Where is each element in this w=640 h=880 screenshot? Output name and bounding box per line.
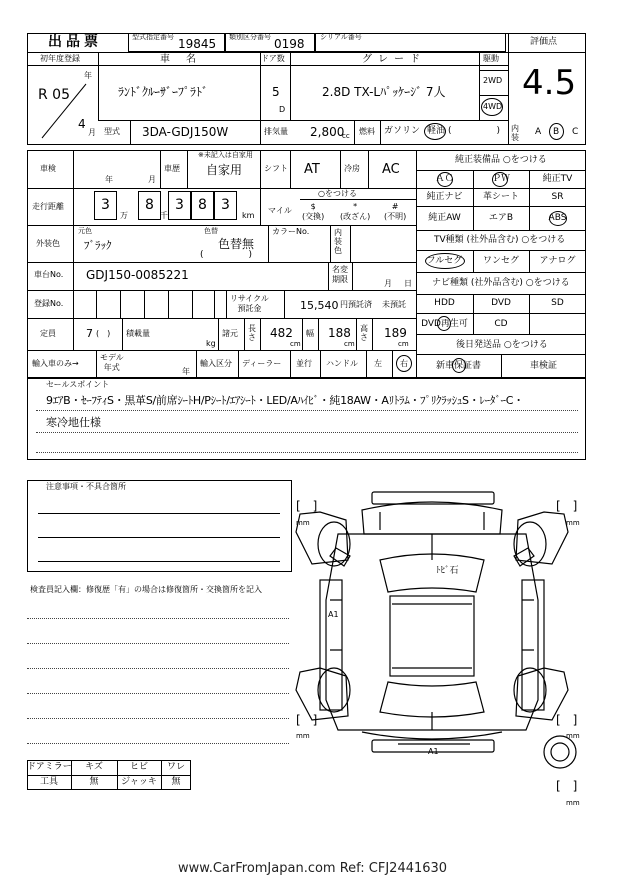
navi-hdd: HDD — [434, 298, 455, 308]
interior-b: B — [553, 127, 560, 137]
dim-label: 諸元 — [222, 329, 238, 338]
model-year-unit: 年 — [182, 367, 190, 376]
legend-mirror: ドアミラー — [27, 762, 72, 772]
usage-label: 車歴 — [164, 164, 180, 173]
post-warranty: 新車保証書 — [435, 361, 481, 371]
legend-jack: ジャッキ — [121, 777, 157, 787]
tire-fl-mm: mm — [296, 519, 310, 527]
nc-month: 月 — [384, 279, 392, 288]
navi-dvd: DVD — [491, 298, 511, 308]
legend-crack: ヒビ — [129, 762, 148, 772]
sales-label: セールスポイント — [46, 380, 110, 389]
chassis-label: 車台No. — [34, 270, 64, 279]
mileage-digit-4: 8 — [198, 197, 207, 213]
tire-rl-mm: mm — [296, 732, 310, 740]
recycle-value: 15,540 — [300, 299, 339, 312]
orig-color-label: 元色 — [78, 227, 92, 235]
import-type-label: 輸入区分 — [200, 359, 232, 368]
mileage-km: km — [242, 211, 255, 220]
reg-label: 登録No. — [34, 299, 64, 308]
footer-text: www.CarFromJapan.com Ref: CFJ2441630 — [178, 861, 448, 876]
std-airbag: エアB — [488, 213, 514, 223]
std-pw: ＰＷ — [491, 174, 510, 184]
std-ac: ＡＣ — [435, 174, 454, 184]
std-tv: 純正TV — [542, 174, 573, 184]
hei-value: 189 — [384, 326, 407, 340]
mile-opt-tampered: * (改ざん) — [340, 202, 371, 221]
handle-label: ハンドル — [326, 359, 358, 368]
month-unit: 月 — [88, 128, 96, 137]
name-change-label: 名変期限 — [332, 265, 348, 284]
handle-left: 左 — [374, 359, 382, 368]
nc-day: 日 — [404, 279, 412, 288]
name-label: 車名 — [160, 54, 212, 65]
legend-break: ワレ — [166, 762, 185, 772]
tire-spare-mm: mm — [566, 799, 580, 807]
mile-opt-unknown: # (不明) — [384, 202, 407, 221]
model-no-label: 型式指定番号 — [132, 33, 174, 41]
ac-label: 冷房 — [344, 164, 360, 173]
fuel-paren: ( ) — [448, 126, 501, 136]
mile-opt-exchange: $ (交換) — [302, 202, 325, 221]
month-value: 4 — [78, 117, 86, 131]
mile-opt-mile: マイル — [268, 206, 292, 215]
mileage-label: 走行距離 — [32, 202, 64, 211]
score-label: 評価点 — [530, 37, 558, 47]
interior-c: C — [572, 127, 579, 137]
import-dealer: ディーラー — [242, 359, 282, 368]
class-no: 0198 — [274, 37, 305, 51]
form-title: 出品票 — [48, 34, 102, 50]
fuel-gasoline: ガソリン — [384, 126, 421, 136]
std-sr: SR — [551, 192, 564, 202]
fuel-diesel: 軽油 — [427, 126, 446, 136]
tv-header: TV種類 (社外品含む) ○をつける — [434, 235, 566, 245]
wid-label: 幅 — [306, 329, 314, 338]
legend-tools-value: 無 — [89, 777, 99, 787]
hei-label: 高さ — [360, 324, 368, 342]
inspection-year: 年 — [105, 175, 113, 184]
navi-sd: SD — [551, 298, 564, 308]
diagram-note-a1-rear: A1 — [428, 747, 439, 756]
diagram-note-chip: ﾄﾋﾞ石 — [436, 566, 459, 576]
std-header: 純正装備品 ○をつける — [455, 155, 547, 165]
capacity-paren: ( ) — [96, 329, 111, 338]
mileage-digit-3: 3 — [175, 197, 184, 213]
capacity-label: 定員 — [40, 329, 56, 338]
capacity-value: 7 — [86, 327, 93, 340]
doors-label: ドア数 — [261, 54, 285, 63]
sales-line-1: 9ｴｱB・ｾｰﾌﾃｨS・黒革S/前席ｼｰﾄH/Pｼｰﾄ/ｴｱｼｰﾄ・LED/Aﾊｲﾋﾞ・純18AW・Aﾘﾄﾗﾑ・ﾌﾟﾘｸﾗｯｼｭS・ﾚｰﾀﾞｰC・ — [46, 394, 524, 407]
color-paren: ( ) — [200, 250, 253, 260]
std-leather: 革シート — [482, 192, 519, 202]
grade-label: グレード — [362, 54, 426, 65]
recycle-unit: 円預託済 — [340, 300, 372, 309]
color-label: 外装色 — [36, 239, 60, 248]
recycle-label: リサイクル 預託金 — [230, 294, 269, 313]
serial-label: シリアル番号 — [320, 33, 362, 41]
mileage-man: 万 — [120, 211, 128, 220]
mileage-digit-2: 8 — [145, 197, 154, 213]
color-no-label: カラーNo. — [272, 227, 310, 236]
usage-value: 自家用 — [206, 163, 243, 177]
std-aw: 純正AW — [428, 213, 461, 223]
tv-fullseg: フルセグ — [426, 256, 463, 266]
tire-rl-bracket: [ ] — [296, 713, 318, 727]
diagram-note-a1-side: A1 — [328, 610, 339, 619]
class-no-label: 類別区分番号 — [229, 33, 271, 41]
load-label: 積載量 — [126, 329, 150, 338]
fuel-label: 燃料 — [359, 127, 375, 136]
interior-label: 内装 — [511, 124, 519, 142]
std-navi: 純正ナビ — [426, 192, 463, 202]
model-no: 19845 — [178, 37, 217, 51]
tire-rr-bracket: [ ] — [556, 713, 578, 727]
current-color-label: 色替 — [204, 227, 218, 235]
chassis-value: GDJ150-0085221 — [86, 268, 189, 282]
inspection-month: 月 — [148, 175, 156, 184]
tire-fl-bracket: [ ] — [296, 499, 318, 513]
hei-cm: cm — [398, 340, 409, 348]
drive-2wd: 2WD — [483, 76, 503, 85]
drive-label: 駆動 — [483, 54, 499, 63]
legend-tools: 工具 — [39, 777, 58, 787]
tire-fr-bracket: [ ] — [556, 499, 578, 513]
load-kg: kg — [206, 339, 216, 348]
post-inspection-cert: 車検証 — [529, 361, 557, 371]
tire-fr-mm: mm — [566, 519, 580, 527]
len-label: 長さ — [248, 324, 256, 342]
type-value: 3DA-GDJ150W — [142, 125, 229, 139]
usage-note: ※未記入は自家用 — [198, 151, 253, 159]
type-label: 型式 — [104, 127, 120, 136]
mileage-digit-1: 3 — [101, 197, 110, 213]
orig-color: ﾌﾞﾗｯｸ — [84, 239, 112, 252]
sales-line-2: 寒冷地仕様 — [46, 416, 101, 429]
tv-analog: アナログ — [539, 256, 576, 266]
navi-header: ナビ種類 (社外品含む) ○をつける — [432, 278, 570, 288]
model-year-label: モデル 年式 — [100, 353, 124, 372]
import-parallel: 並行 — [296, 359, 312, 368]
mileage-sen: 千 — [160, 211, 168, 220]
drive-4wd: 4WD — [483, 102, 503, 111]
inspection-label: 車検 — [40, 164, 56, 173]
door-suffix: D — [279, 105, 286, 114]
vehicle-name: ﾗﾝﾄﾞｸﾙｰｻﾞｰﾌﾟﾗﾄﾞ — [118, 85, 209, 99]
tv-oneseg: ワンセグ — [482, 256, 519, 266]
wid-value: 188 — [328, 326, 351, 340]
legend-jack-value: 無 — [171, 777, 181, 787]
mile-note: ○をつける — [318, 189, 357, 198]
year-unit: 年 — [84, 71, 92, 80]
interior-a: A — [535, 127, 542, 137]
legend-scratch: キズ — [85, 762, 103, 772]
notes-label: 注意事項・不具合箇所 — [46, 482, 126, 491]
shift-value: AT — [304, 162, 320, 177]
post-header: 後日発送品 ○をつける — [456, 340, 548, 350]
wid-cm: cm — [344, 340, 355, 348]
import-label: 輸入車のみ→ — [32, 359, 79, 368]
doors-value: 5 — [272, 85, 280, 99]
recycle-unpaid: 未預託 — [382, 300, 406, 309]
ac-value: AC — [382, 162, 400, 177]
inspector-label: 検査員記入欄：修復歴「有」の場合は修復箇所・交換箇所を記入 — [30, 585, 262, 594]
era: R 05 — [38, 87, 70, 103]
score-value: 4.5 — [522, 63, 577, 103]
displacement-value: 2,800 — [310, 125, 345, 139]
interior-color-label: 内装色 — [334, 228, 342, 255]
first-reg-label: 初年度登録 — [40, 54, 80, 63]
tire-spare-bracket: [ ] — [556, 779, 578, 793]
tire-rr-mm: mm — [566, 732, 580, 740]
current-color: 色替無 — [218, 237, 255, 251]
len-value: 482 — [270, 326, 293, 340]
cc-unit: cc — [342, 132, 350, 140]
grade-value: 2.8D TX-Lﾊﾟｯｹｰｼﾞ 7人 — [322, 85, 446, 99]
navi-dvd-play: DVD再生可 — [421, 319, 468, 329]
std-abs: ABS — [548, 213, 567, 223]
len-cm: cm — [290, 340, 301, 348]
shift-label: シフト — [264, 164, 288, 173]
displacement-label: 排気量 — [264, 127, 288, 136]
mileage-digit-5: 3 — [221, 197, 230, 213]
handle-right: 右 — [400, 359, 408, 368]
navi-cd: CD — [494, 319, 508, 329]
